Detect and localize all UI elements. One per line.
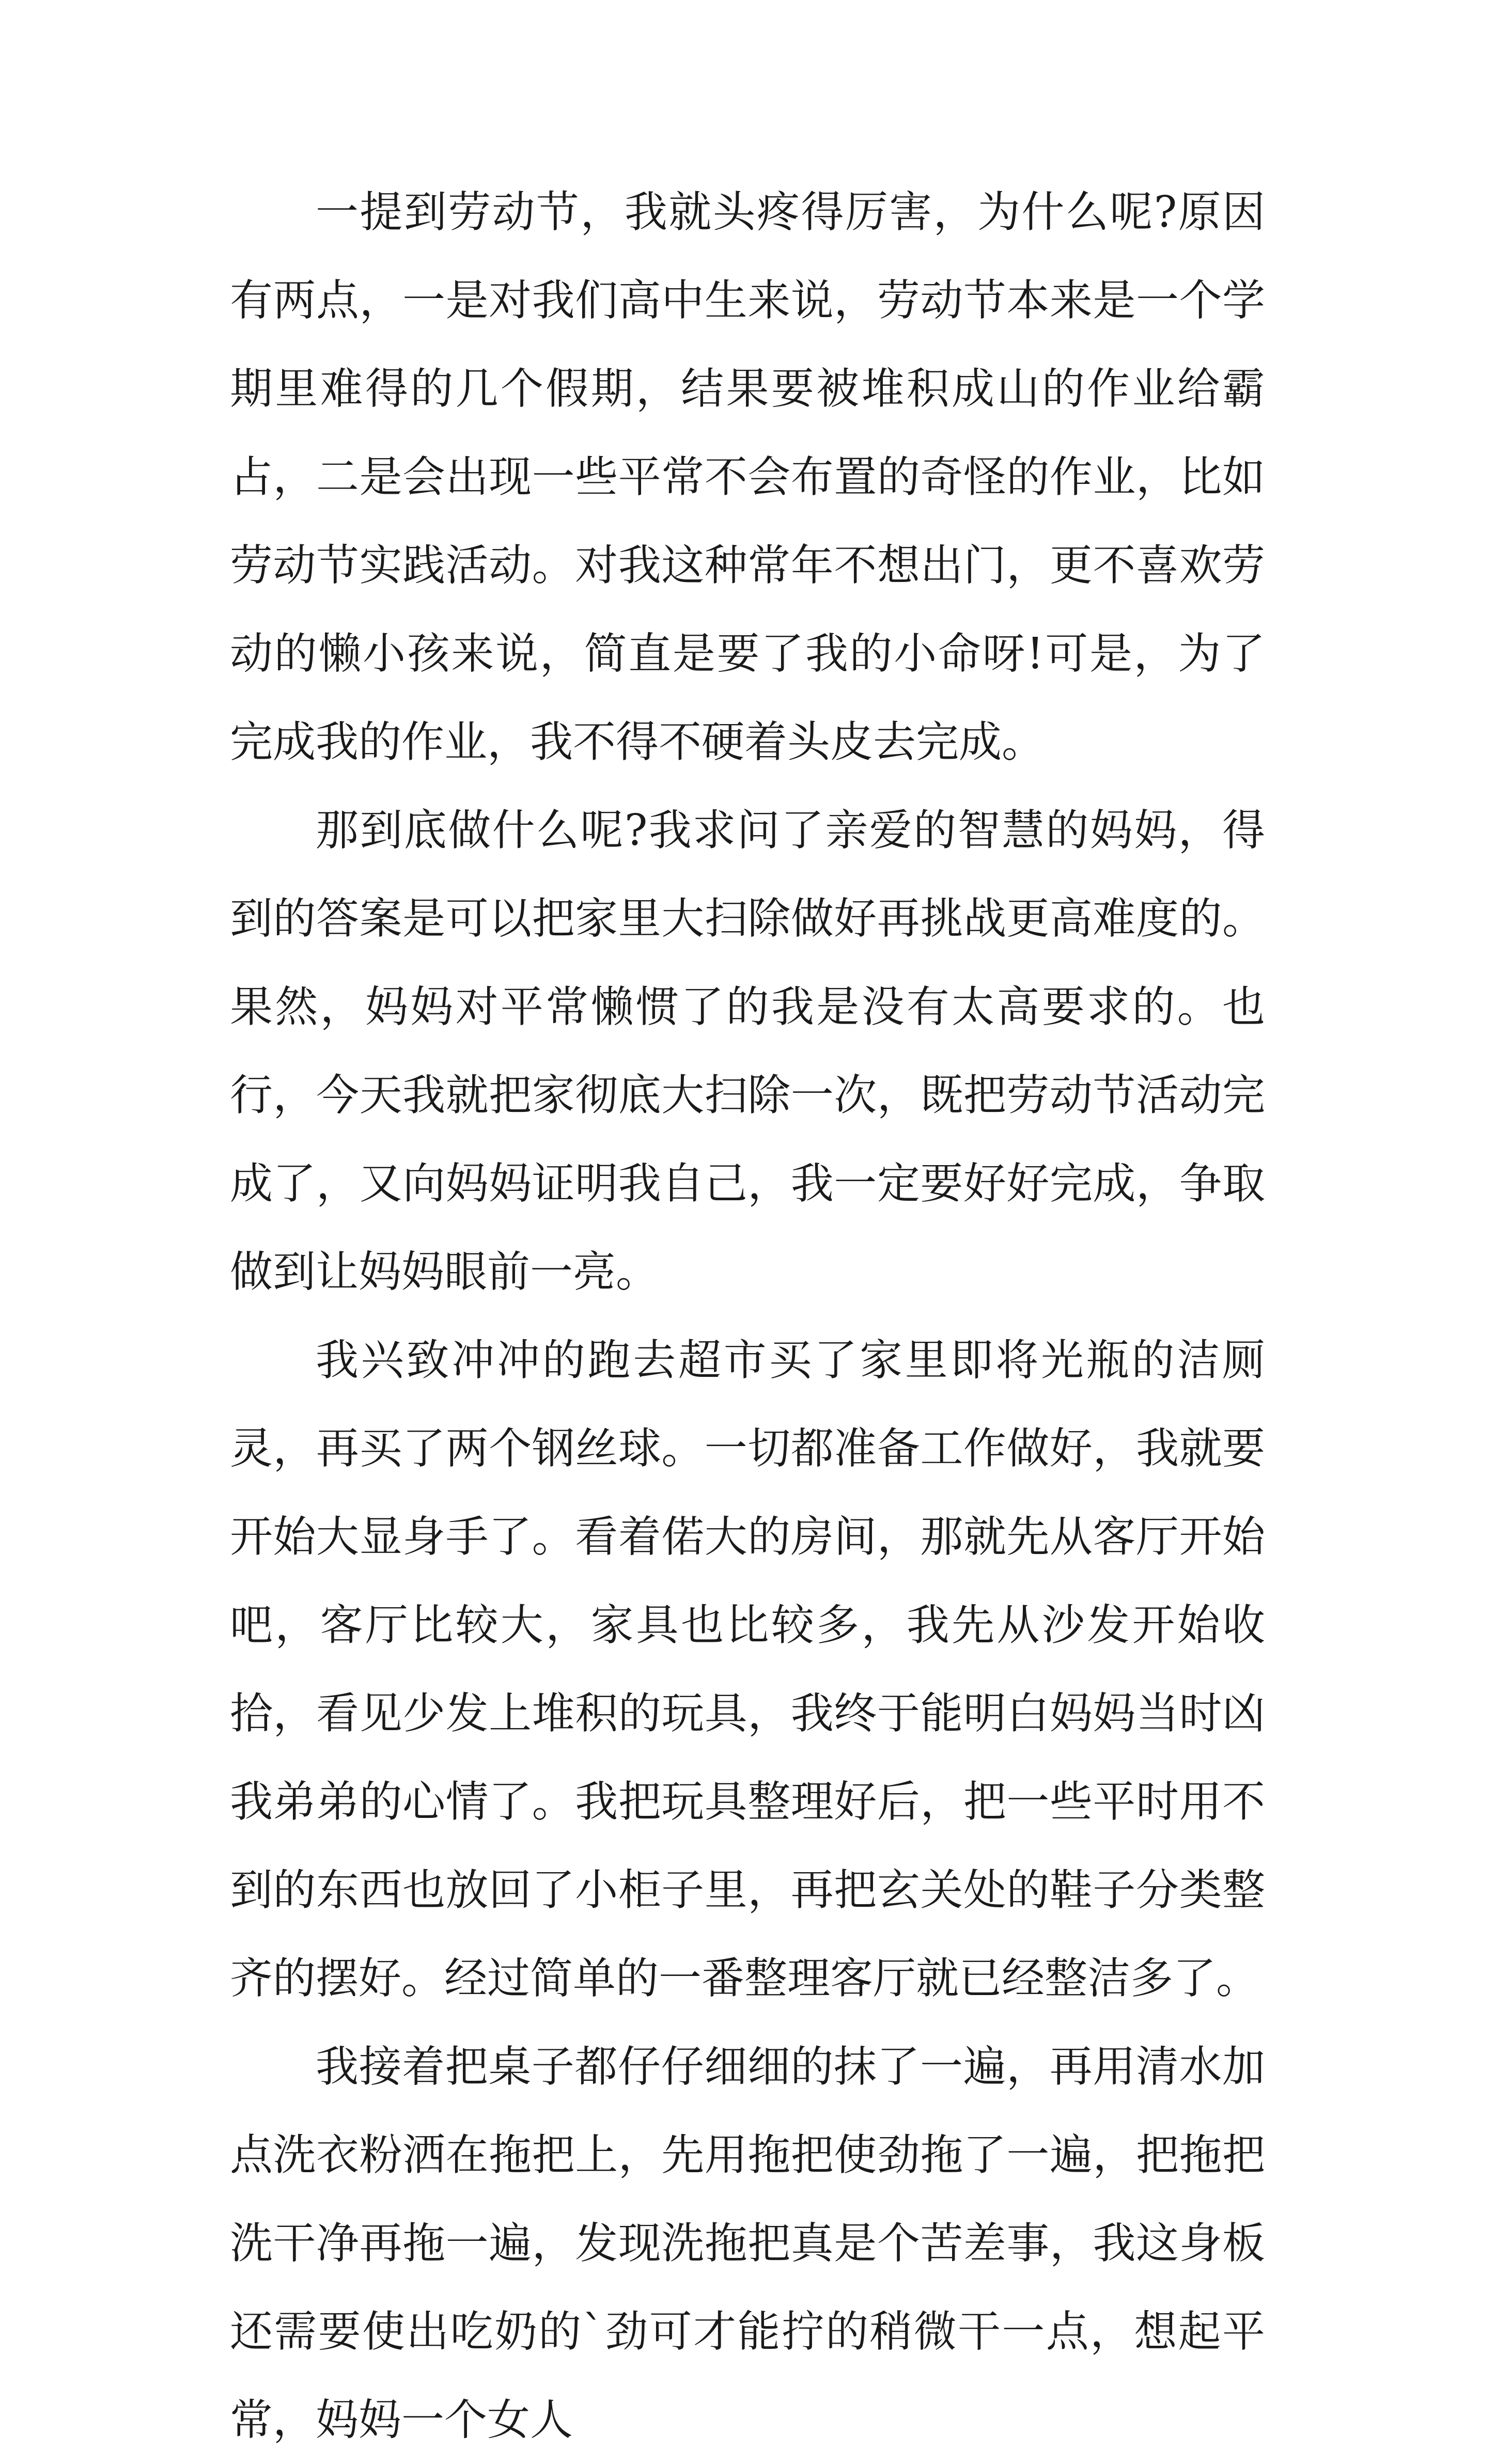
paragraph-2: 那到底做什么呢?我求问了亲爱的智慧的妈妈，得到的答案是可以把家里大扫除做好再挑战更高难度的。果然，妈妈对平常懒惯了的我是没有太高要求的。也行，今天我就把家彻底大扫除一次，既把劳动节活动完成了，又向妈妈证明我自己，我一定要好好完成，争取做到让妈妈眼前一亮。 xyxy=(230,805,1265,1297)
paragraph-1: 一提到劳动节，我就头疼得厉害，为什么呢?原因有两点，一是对我们高中生来说，劳动节本来是一个学期里难得的几个假期，结果要被堆积成山的作业给霸占，二是会出现一些平常不会布置的奇怪的作业，比如劳动节实践活动。对我这种常年不想出门，更不喜欢劳动的懒小孩来说，简直是要了我的小命呀!可是，为了完成我的作业，我不得不硬着头皮去完成。 xyxy=(230,187,1265,767)
paragraph-3: 我兴致冲冲的跑去超市买了家里即将光瓶的洁厕灵，再买了两个钢丝球。一切都准备工作做好，我就要开始大显身手了。看着偌大的房间，那就先从客厅开始吧，客厅比较大，家具也比较多，我先从沙发开始收拾，看见少发上堆积的玩具，我终于能明白妈妈当时凶我弟弟的心情了。我把玩具整理好后，把一些平时用不到的东西也放回了小柜子里，再把玄关处的鞋子分类整齐的摆好。经过简单的一番整理客厅就已经整洁多了。 xyxy=(230,1335,1265,2003)
paragraph-4: 我接着把桌子都仔仔细细的抹了一遍，再用清水加点洗衣粉洒在拖把上，先用拖把使劲拖了一遍，把拖把洗干净再拖一遍，发现洗拖把真是个苦差事，我这身板还需要使出吃奶的`劲可才能拧的稍微干一点，想起平常，妈妈一个女人 xyxy=(230,2042,1265,2445)
document-body xyxy=(230,168,1265,2464)
